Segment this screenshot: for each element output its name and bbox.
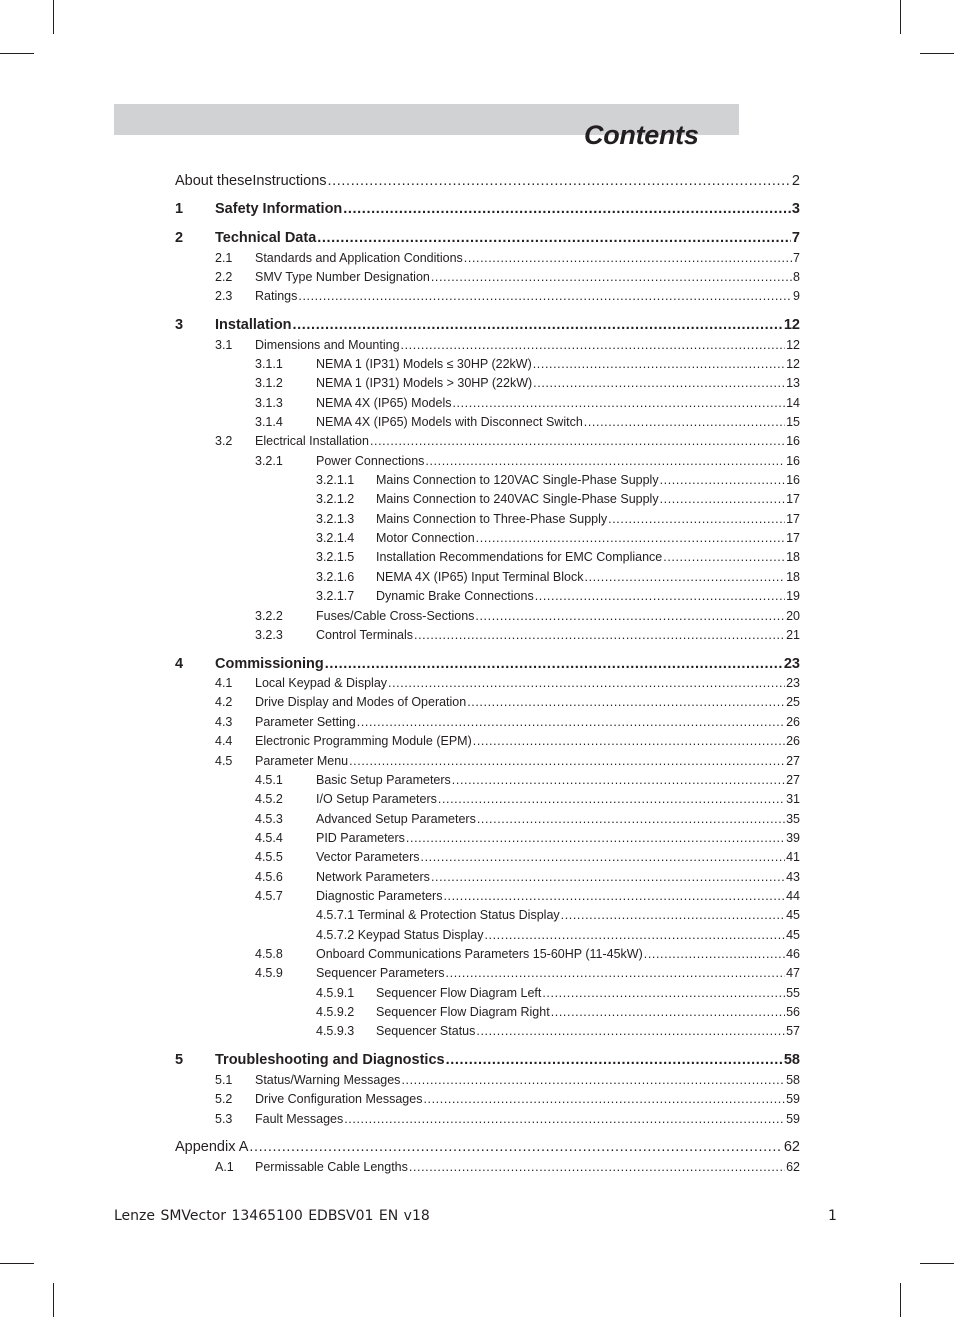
toc-entry[interactable] <box>316 473 800 491</box>
dot-leader <box>325 656 783 672</box>
toc-entry[interactable] <box>316 986 800 1004</box>
toc-section-title: Diagnostic Parameters <box>316 889 443 903</box>
toc-section-number: 4.5.4 <box>255 831 283 845</box>
toc-page-number: 27 <box>786 754 800 768</box>
toc-entry[interactable] <box>255 850 800 868</box>
toc-section-title: 4.5.7.1 Terminal & Protection Status Display <box>316 908 560 922</box>
toc-page-number: 17 <box>786 492 800 506</box>
dot-leader <box>423 1092 785 1106</box>
toc-entry[interactable] <box>316 589 800 607</box>
toc-section-number: 4.5.7 <box>255 889 283 903</box>
dot-leader <box>401 1073 785 1087</box>
toc-page-number: 12 <box>783 317 800 333</box>
toc-entry[interactable] <box>215 434 800 452</box>
toc-entry[interactable] <box>175 1052 800 1070</box>
toc-page-number: 8 <box>793 270 800 284</box>
crop-mark <box>920 1263 954 1264</box>
toc-entry[interactable] <box>255 396 800 414</box>
toc-section-title: I/O Setup Parameters <box>316 792 437 806</box>
toc-page-number: 13 <box>786 376 800 390</box>
dot-leader <box>446 1052 783 1068</box>
toc-page-number: 18 <box>786 570 800 584</box>
toc-entry[interactable] <box>215 676 800 694</box>
toc-entry[interactable] <box>175 1139 800 1157</box>
dot-leader <box>484 928 785 942</box>
toc-section-title: About theseInstructions <box>175 173 327 189</box>
toc-entry[interactable] <box>215 754 800 772</box>
toc-section-number: 3.2.3 <box>255 628 283 642</box>
toc-section-number: 4.5.9 <box>255 966 283 980</box>
dot-leader <box>293 317 783 333</box>
crop-mark <box>53 0 54 34</box>
dot-leader <box>477 812 785 826</box>
toc-page-number: 7 <box>793 251 800 265</box>
crop-mark <box>900 1283 901 1317</box>
toc-page-number: 19 <box>786 589 800 603</box>
toc-page-number: 58 <box>783 1052 800 1068</box>
toc-page-number: 55 <box>786 986 800 1000</box>
dot-leader <box>431 870 785 884</box>
toc-entry[interactable] <box>175 230 800 248</box>
toc-section-number: 5 <box>175 1052 184 1068</box>
toc-section-title: Permissable Cable Lengths <box>255 1160 408 1174</box>
toc-section-title: Installation Recommendations for EMC Compliance <box>376 550 663 564</box>
toc-section-number: 3.2.1.2 <box>316 492 355 506</box>
toc-section-number: 3.1 <box>215 338 233 352</box>
toc-section-number: 3.2.1.3 <box>316 512 355 526</box>
toc-entry[interactable] <box>255 966 800 984</box>
toc-page-number: 14 <box>786 396 800 410</box>
toc-entry[interactable] <box>316 928 800 946</box>
toc-section-title: NEMA 4X (IP65) Input Terminal Block <box>376 570 584 584</box>
toc-section-number: 5.3 <box>215 1112 233 1126</box>
toc-section-number: 4.5.1 <box>255 773 283 787</box>
dot-leader <box>344 1112 785 1126</box>
dot-leader <box>585 570 786 584</box>
toc-section-number: 3.2.2 <box>255 609 283 623</box>
toc-section-number: 4.5.2 <box>255 792 283 806</box>
toc-section-title: SMV Type Number Designation <box>255 270 430 284</box>
toc-page-number: 27 <box>786 773 800 787</box>
toc-entry[interactable] <box>255 831 800 849</box>
toc-section-title: Drive Display and Modes of Operation <box>255 695 467 709</box>
toc-entry[interactable] <box>175 201 800 219</box>
toc-section-number: 3 <box>175 317 184 333</box>
dot-leader <box>533 357 785 371</box>
dot-leader <box>431 270 792 284</box>
toc-page-number: 21 <box>786 628 800 642</box>
toc-page-number: 59 <box>786 1112 800 1126</box>
dot-leader <box>476 1024 785 1038</box>
toc-section-title: Technical Data <box>215 230 317 246</box>
toc-section-title: Drive Configuration Messages <box>255 1092 423 1106</box>
toc-section-number: 5.1 <box>215 1073 233 1087</box>
toc-page-number: 2 <box>791 173 800 189</box>
dot-leader <box>443 889 785 903</box>
toc-entry[interactable] <box>255 454 800 472</box>
toc-section-title: Mains Connection to 120VAC Single-Phase Supply <box>376 473 659 487</box>
toc-section-number: 3.1.2 <box>255 376 283 390</box>
toc-section-title: Power Connections <box>316 454 425 468</box>
dot-leader <box>452 773 785 787</box>
toc-entry[interactable] <box>255 415 800 433</box>
toc-entry[interactable] <box>316 531 800 549</box>
toc-page-number: 57 <box>786 1024 800 1038</box>
toc-section-title: Network Parameters <box>316 870 430 884</box>
toc-section-title: Motor Connection <box>376 531 475 545</box>
toc-page-number: 26 <box>786 715 800 729</box>
dot-leader <box>446 966 786 980</box>
toc-page-number: 35 <box>786 812 800 826</box>
toc-page-number: 62 <box>783 1139 800 1155</box>
toc-page-number: 45 <box>786 908 800 922</box>
dot-leader <box>644 947 785 961</box>
toc-page-number: 62 <box>786 1160 800 1174</box>
toc-section-title: Installation <box>215 317 292 333</box>
crop-mark <box>53 1283 54 1317</box>
toc-entry[interactable] <box>175 656 800 674</box>
toc-entry[interactable] <box>255 947 800 965</box>
toc-entry[interactable] <box>255 376 800 394</box>
toc-entry[interactable] <box>316 492 800 510</box>
toc-section-number: 2.1 <box>215 251 233 265</box>
toc-section-number: 3.2 <box>215 434 233 448</box>
toc-section-number: 3.2.1.5 <box>316 550 355 564</box>
toc-page-number: 23 <box>783 656 800 672</box>
toc-entry[interactable] <box>316 570 800 588</box>
toc-section-title: Sequencer Flow Diagram Right <box>376 1005 550 1019</box>
toc-section-number: 4.3 <box>215 715 233 729</box>
toc-page-number: 7 <box>791 230 800 246</box>
toc-page-number: 17 <box>786 512 800 526</box>
toc-section-number: 4.1 <box>215 676 233 690</box>
toc-section-number: 4 <box>175 656 184 672</box>
toc-section-number: 4.5.9.2 <box>316 1005 355 1019</box>
dot-leader <box>452 396 785 410</box>
crop-mark <box>900 0 901 34</box>
dot-leader <box>249 1139 782 1155</box>
toc-section-number: 4.5.5 <box>255 850 283 864</box>
toc-page-number: 23 <box>786 676 800 690</box>
toc-section-title: Safety Information <box>215 201 343 217</box>
dot-leader <box>663 550 785 564</box>
toc-section-title: PID Parameters <box>316 831 405 845</box>
toc-entry[interactable] <box>255 357 800 375</box>
dot-leader <box>464 251 792 265</box>
toc-page-number: 16 <box>786 454 800 468</box>
toc-section-title: Commissioning <box>215 656 324 672</box>
toc-section-number: 3.1.4 <box>255 415 283 429</box>
dot-leader <box>425 454 785 468</box>
toc-section-number: 2 <box>175 230 184 246</box>
toc-section-title: Advanced Setup Parameters <box>316 812 476 826</box>
dot-leader <box>551 1005 785 1019</box>
toc-section-title: Dynamic Brake Connections <box>376 589 534 603</box>
toc-section-title: Vector Parameters <box>316 850 420 864</box>
toc-section-number: 4.5 <box>215 754 233 768</box>
dot-leader <box>584 415 785 429</box>
toc-page-number: 26 <box>786 734 800 748</box>
toc-section-title: Local Keypad & Display <box>255 676 388 690</box>
dot-leader <box>438 792 785 806</box>
toc-section-number: 3.2.1.7 <box>316 589 355 603</box>
dot-leader <box>370 434 785 448</box>
dot-leader <box>535 589 785 603</box>
dot-leader <box>298 289 792 303</box>
toc-entry[interactable] <box>255 628 800 646</box>
toc-section-number: 3.2.1.1 <box>316 473 355 487</box>
toc-section-title: Fuses/Cable Cross-Sections <box>316 609 475 623</box>
toc-entry[interactable] <box>215 338 800 356</box>
toc-page-number: 15 <box>786 415 800 429</box>
toc-page-number: 44 <box>786 889 800 903</box>
toc-entry[interactable] <box>255 812 800 830</box>
toc-section-number: 4.5.9.3 <box>316 1024 355 1038</box>
dot-leader <box>343 201 791 217</box>
toc-section-number: 3.2.1.4 <box>316 531 355 545</box>
toc-section-number: 2.2 <box>215 270 233 284</box>
toc-section-number: 3.1.3 <box>255 396 283 410</box>
toc-page-number: 31 <box>786 792 800 806</box>
footer-doc-id: Lenze SMVector 13465100 EDBSV01 EN v18 <box>114 1208 430 1224</box>
toc-section-number: 4.5.9.1 <box>316 986 355 1000</box>
dot-leader <box>467 695 785 709</box>
toc-entry[interactable] <box>255 773 800 791</box>
toc-entry[interactable] <box>255 792 800 810</box>
toc-section-number: 4.2 <box>215 695 233 709</box>
toc-page-number: 20 <box>786 609 800 623</box>
toc-section-number: 4.5.8 <box>255 947 283 961</box>
toc-section-title: NEMA 1 (IP31) Models ≤ 30HP (22kW) <box>316 357 532 371</box>
toc-page-number: 16 <box>786 434 800 448</box>
toc-page-number: 43 <box>786 870 800 884</box>
toc-section-number: 5.2 <box>215 1092 233 1106</box>
toc-section-number: 3.1.1 <box>255 357 283 371</box>
dot-leader <box>660 473 786 487</box>
toc-section-title: Appendix A <box>175 1139 249 1155</box>
toc-section-number: 4.4 <box>215 734 233 748</box>
crop-mark <box>920 53 954 54</box>
dot-leader <box>349 754 785 768</box>
toc-section-title: Electronic Programming Module (EPM) <box>255 734 472 748</box>
toc-section-number: 1 <box>175 201 184 217</box>
toc-page-number: 56 <box>786 1005 800 1019</box>
toc-section-number: 3.2.1.6 <box>316 570 355 584</box>
dot-leader <box>476 531 785 545</box>
toc-entry[interactable] <box>255 870 800 888</box>
toc-page-number: 58 <box>786 1073 800 1087</box>
dot-leader <box>561 908 785 922</box>
dot-leader <box>388 676 785 690</box>
crop-mark <box>0 53 34 54</box>
toc-entry[interactable] <box>316 550 800 568</box>
dot-leader <box>473 734 785 748</box>
toc-entry[interactable] <box>316 1005 800 1023</box>
toc-section-title: 4.5.7.2 Keypad Status Display <box>316 928 484 942</box>
toc-section-title: Mains Connection to Three-Phase Supply <box>376 512 608 526</box>
toc-section-title: NEMA 4X (IP65) Models with Disconnect Switch <box>316 415 583 429</box>
toc-page-number: 3 <box>791 201 800 217</box>
toc-section-title: Standards and Application Conditions <box>255 251 463 265</box>
dot-leader <box>409 1160 785 1174</box>
toc-page-number: 18 <box>786 550 800 564</box>
toc-page-number: 25 <box>786 695 800 709</box>
toc-section-title: Onboard Communications Parameters 15-60HP (11-45kW) <box>316 947 643 961</box>
dot-leader <box>608 512 785 526</box>
toc-section-title: Control Terminals <box>316 628 414 642</box>
toc-entry[interactable] <box>215 1112 800 1130</box>
crop-mark <box>0 1263 34 1264</box>
page-title: Contents <box>584 120 699 150</box>
toc-entry[interactable] <box>215 270 800 288</box>
dot-leader <box>475 609 785 623</box>
toc-section-title: Electrical Installation <box>255 434 369 448</box>
toc-section-title: Sequencer Parameters <box>316 966 445 980</box>
toc-page-number: 16 <box>786 473 800 487</box>
dot-leader <box>421 850 786 864</box>
dot-leader <box>406 831 785 845</box>
toc-section-number: A.1 <box>215 1160 234 1174</box>
toc-section-number: 3.2.1 <box>255 454 283 468</box>
toc-section-title: Fault Messages <box>255 1112 344 1126</box>
toc-entry[interactable] <box>215 289 800 307</box>
toc-entry[interactable] <box>316 512 800 530</box>
toc-entry[interactable] <box>316 908 800 926</box>
footer-page-number: 1 <box>828 1208 837 1224</box>
toc-page-number: 41 <box>786 850 800 864</box>
toc-section-title: Dimensions and Mounting <box>255 338 400 352</box>
toc-entry[interactable] <box>255 889 800 907</box>
toc-section-title: Status/Warning Messages <box>255 1073 401 1087</box>
toc-page-number: 59 <box>786 1092 800 1106</box>
toc-section-title: Sequencer Status <box>376 1024 476 1038</box>
toc-page-number: 9 <box>793 289 800 303</box>
toc-entry[interactable] <box>215 1092 800 1110</box>
toc-section-number: 4.5.3 <box>255 812 283 826</box>
dot-leader <box>542 986 785 1000</box>
toc-entry[interactable] <box>215 1073 800 1091</box>
dot-leader <box>414 628 785 642</box>
toc-section-title: NEMA 1 (IP31) Models > 30HP (22kW) <box>316 376 533 390</box>
toc-section-title: Basic Setup Parameters <box>316 773 451 787</box>
toc-page-number: 17 <box>786 531 800 545</box>
dot-leader <box>317 230 791 246</box>
toc-entry[interactable] <box>215 695 800 713</box>
toc-section-title: Ratings <box>255 289 298 303</box>
toc-entry[interactable] <box>215 715 800 733</box>
toc-entry[interactable] <box>215 734 800 752</box>
toc-entry[interactable] <box>175 317 800 335</box>
dot-leader <box>357 715 785 729</box>
toc-page-number: 46 <box>786 947 800 961</box>
toc-entry[interactable] <box>175 173 800 191</box>
dot-leader <box>533 376 785 390</box>
toc-section-title: Troubleshooting and Diagnostics <box>215 1052 445 1068</box>
toc-section-number: 2.3 <box>215 289 233 303</box>
toc-section-title: Parameter Setting <box>255 715 356 729</box>
toc-page-number: 12 <box>786 338 800 352</box>
dot-leader <box>660 492 786 506</box>
toc-section-title: Sequencer Flow Diagram Left <box>376 986 542 1000</box>
toc-section-title: NEMA 4X (IP65) Models <box>316 396 452 410</box>
toc-page-number: 47 <box>786 966 800 980</box>
toc-entry[interactable] <box>215 251 800 269</box>
toc-section-number: 4.5.6 <box>255 870 283 884</box>
toc-entry[interactable] <box>316 1024 800 1042</box>
toc-section-title: Mains Connection to 240VAC Single-Phase Supply <box>376 492 659 506</box>
toc-page-number: 39 <box>786 831 800 845</box>
toc-section-title: Parameter Menu <box>255 754 349 768</box>
toc-entry[interactable] <box>215 1160 800 1178</box>
toc-page-number: 45 <box>786 928 800 942</box>
dot-leader <box>328 173 791 189</box>
toc-page-number: 12 <box>786 357 800 371</box>
toc-entry[interactable] <box>255 609 800 627</box>
dot-leader <box>401 338 786 352</box>
